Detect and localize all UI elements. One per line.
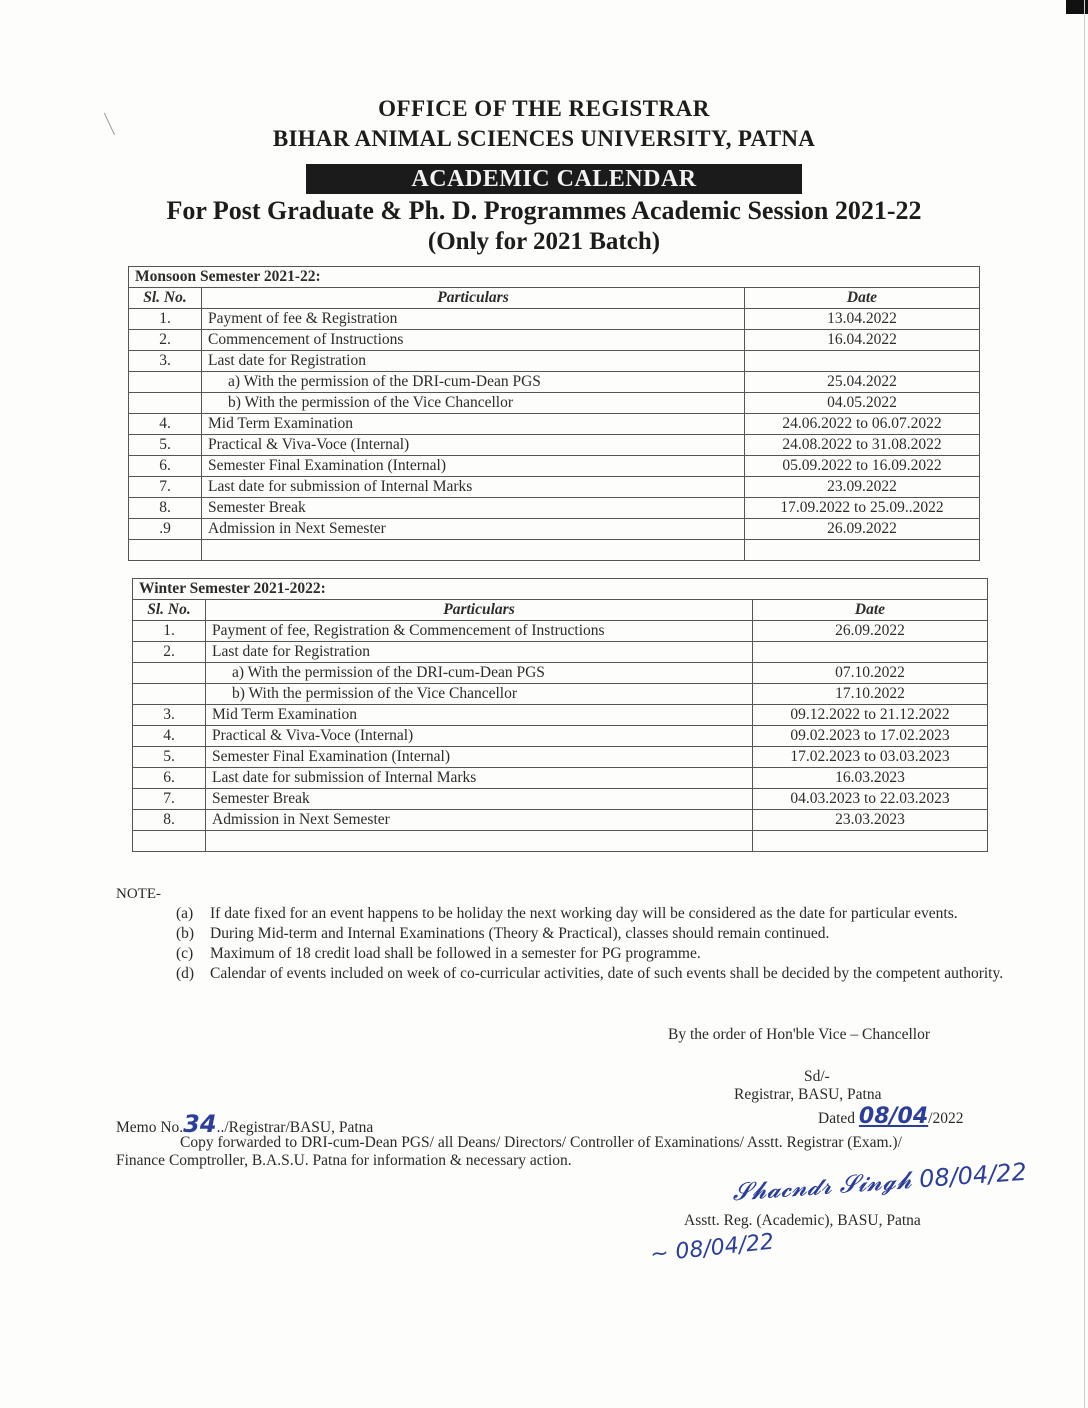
- row-date: 09.02.2023 to 17.02.2023: [753, 726, 988, 747]
- table-row: [133, 705, 988, 726]
- memo-number-handwritten: 34: [183, 1110, 217, 1138]
- row-sl-no: [129, 393, 202, 414]
- table-row: [129, 435, 980, 456]
- table-row: [133, 726, 988, 747]
- row-date: 05.09.2022 to 16.09.2022: [745, 456, 980, 477]
- row-particular: Payment of fee & Registration: [202, 309, 745, 330]
- row-sl-no: [133, 684, 206, 705]
- order-line: By the order of Hon'ble Vice – Chancellor: [668, 1026, 930, 1043]
- table-row: [129, 414, 980, 435]
- winter-semester-title: Winter Semester 2021-2022:: [133, 579, 988, 600]
- row-particular: Last date for Registration: [206, 642, 753, 663]
- dated-prefix: Dated: [818, 1110, 859, 1127]
- dated-handwritten: 08/04: [858, 1104, 929, 1129]
- table-header-row: [129, 288, 980, 309]
- row-particular: b) With the permission of the Vice Chancellor: [202, 393, 745, 414]
- row-sl-no: 2.: [133, 642, 206, 663]
- row-sl-no: 7.: [129, 477, 202, 498]
- copy-forwarded-line-2: Finance Comptroller, B.A.S.U. Patna for information & necessary action.: [116, 1152, 572, 1169]
- row-date: 17.09.2022 to 25.09..2022: [745, 498, 980, 519]
- row-particular: Admission in Next Semester: [202, 519, 745, 540]
- row-date: 24.08.2022 to 31.08.2022: [745, 435, 980, 456]
- dated-line: [818, 1104, 963, 1129]
- col-sl-no: Sl. No.: [129, 288, 202, 309]
- dated-suffix: /2022: [928, 1110, 964, 1127]
- row-particular: Semester Final Examination (Internal): [206, 747, 753, 768]
- row-sl-no: 8.: [133, 810, 206, 831]
- handwritten-signature: 𝓢𝓱𝓪𝓬𝓷𝓭𝓻 𝓢𝓲𝓷𝓰𝓱 08/04/22: [731, 1157, 1028, 1207]
- row-date: 26.09.2022: [745, 519, 980, 540]
- empty-cell: [202, 540, 745, 561]
- row-sl-no: 5.: [129, 435, 202, 456]
- table-empty-row: [129, 540, 980, 561]
- empty-cell: [753, 831, 988, 852]
- row-sl-no: 3.: [129, 351, 202, 372]
- row-particular: Practical & Viva-Voce (Internal): [206, 726, 753, 747]
- asst-registrar-designation: Asstt. Reg. (Academic), BASU, Patna: [684, 1212, 921, 1229]
- university-name: BIHAR ANIMAL SCIENCES UNIVERSITY, PATNA: [272, 126, 816, 151]
- row-particular: Last date for submission of Internal Marks: [202, 477, 745, 498]
- handwritten-initials: ∼ 08/04/22: [649, 1229, 776, 1268]
- row-sl-no: 7.: [133, 789, 206, 810]
- row-date: 16.04.2022: [745, 330, 980, 351]
- row-date: 24.06.2022 to 06.07.2022: [745, 414, 980, 435]
- row-sl-no: 6.: [129, 456, 202, 477]
- row-date: 25.04.2022: [745, 372, 980, 393]
- row-sl-no: 5.: [133, 747, 206, 768]
- note-marker: (c): [176, 945, 194, 962]
- table-row: [133, 621, 988, 642]
- table-row: [133, 768, 988, 789]
- col-particulars: Particulars: [202, 288, 745, 309]
- row-particular: Last date for submission of Internal Marks: [206, 768, 753, 789]
- row-particular: Admission in Next Semester: [206, 810, 753, 831]
- note-item: [176, 944, 1016, 964]
- col-sl-no: Sl. No.: [133, 600, 206, 621]
- row-date: 13.04.2022: [745, 309, 980, 330]
- calendar-banner-text: ACADEMIC CALENDAR: [411, 166, 697, 192]
- row-particular: Payment of fee, Registration & Commencement of Instructions: [206, 621, 753, 642]
- note-item: [176, 924, 1016, 944]
- empty-cell: [745, 540, 980, 561]
- row-date: [753, 642, 988, 663]
- row-sl-no: 6.: [133, 768, 206, 789]
- note-text: Maximum of 18 credit load shall be followed in a semester for PG programme.: [210, 945, 701, 962]
- table-row: [133, 747, 988, 768]
- row-date: 04.03.2023 to 22.03.2023: [753, 789, 988, 810]
- row-particular: Commencement of Instructions: [202, 330, 745, 351]
- table-row: [129, 498, 980, 519]
- table-row: [133, 663, 988, 684]
- programme-title: For Post Graduate & Ph. D. Programmes Academic Session 2021-22: [166, 196, 922, 225]
- col-particulars: Particulars: [206, 600, 753, 621]
- row-date: 23.03.2023: [753, 810, 988, 831]
- row-sl-no: [129, 372, 202, 393]
- empty-cell: [133, 831, 206, 852]
- monsoon-semester-table: [128, 266, 980, 561]
- note-item: [176, 904, 1016, 924]
- note-marker: (b): [176, 925, 195, 942]
- notes-list: [176, 904, 1016, 984]
- calendar-banner: [306, 164, 802, 194]
- table-row: [129, 519, 980, 540]
- empty-cell: [206, 831, 753, 852]
- row-sl-no: 1.: [129, 309, 202, 330]
- col-date: Date: [753, 600, 988, 621]
- note-marker: (a): [176, 905, 194, 922]
- row-date: 09.12.2022 to 21.12.2022: [753, 705, 988, 726]
- table-row: [129, 330, 980, 351]
- row-date: 26.09.2022: [753, 621, 988, 642]
- row-particular: a) With the permission of the DRI-cum-Dean PGS: [202, 372, 745, 393]
- table-section-row: [133, 579, 988, 600]
- row-particular: Last date for Registration: [202, 351, 745, 372]
- row-particular: Semester Break: [202, 498, 745, 519]
- row-particular: Semester Final Examination (Internal): [202, 456, 745, 477]
- table-row: [129, 456, 980, 477]
- table-row: [133, 810, 988, 831]
- table-row: [129, 309, 980, 330]
- row-date: 04.05.2022: [745, 393, 980, 414]
- row-particular: a) With the permission of the DRI-cum-Dean PGS: [206, 663, 753, 684]
- office-title: OFFICE OF THE REGISTRAR: [378, 96, 710, 121]
- table-row: [129, 351, 980, 372]
- table-section-row: [129, 267, 980, 288]
- memo-prefix: Memo No.: [116, 1119, 184, 1136]
- note-item: [176, 964, 1016, 984]
- copy-forwarded-line-1: Copy forwarded to DRI-cum-Dean PGS/ all Deans/ Directors/ Controller of Examinations/ Asstt. Registrar (Exam.)/: [180, 1134, 902, 1151]
- row-date: 23.09.2022: [745, 477, 980, 498]
- monsoon-semester-title: Monsoon Semester 2021-22:: [129, 267, 980, 288]
- row-sl-no: 4.: [133, 726, 206, 747]
- row-sl-no: 4.: [129, 414, 202, 435]
- note-text: During Mid-term and Internal Examinations (Theory & Practical), classes should remain continued.: [210, 925, 830, 942]
- row-date: 16.03.2023: [753, 768, 988, 789]
- row-sl-no: 8.: [129, 498, 202, 519]
- row-sl-no: 1.: [133, 621, 206, 642]
- signature-sd: Sd/-: [804, 1068, 830, 1085]
- table-header-row: [133, 600, 988, 621]
- winter-semester-table: [132, 578, 988, 852]
- note-text: If date fixed for an event happens to be holiday the next working day will be considered as the date for particular events.: [210, 905, 958, 922]
- row-particular: Practical & Viva-Voce (Internal): [202, 435, 745, 456]
- table-empty-row: [133, 831, 988, 852]
- note-text: Calendar of events included on week of co-curricular activities, date of such events shall be decided by the competent authority.: [210, 965, 1004, 982]
- note-marker: (d): [176, 965, 195, 982]
- col-date: Date: [745, 288, 980, 309]
- row-date: 07.10.2022: [753, 663, 988, 684]
- table-row: [129, 477, 980, 498]
- row-particular: Mid Term Examination: [202, 414, 745, 435]
- memo-suffix: ../Registrar/BASU, Patna: [216, 1119, 374, 1136]
- table-row: [129, 393, 980, 414]
- table-row: [133, 789, 988, 810]
- row-date: 17.10.2022: [753, 684, 988, 705]
- row-sl-no: .9: [129, 519, 202, 540]
- registrar-designation: Registrar, BASU, Patna: [734, 1086, 882, 1103]
- note-label: NOTE-: [116, 886, 161, 902]
- row-sl-no: 3.: [133, 705, 206, 726]
- row-particular: Mid Term Examination: [206, 705, 753, 726]
- table-row: [133, 684, 988, 705]
- table-row: [129, 372, 980, 393]
- row-date: 17.02.2023 to 03.03.2023: [753, 747, 988, 768]
- batch-note: (Only for 2021 Batch): [427, 228, 661, 255]
- row-date: [745, 351, 980, 372]
- row-sl-no: 2.: [129, 330, 202, 351]
- row-particular: b) With the permission of the Vice Chancellor: [206, 684, 753, 705]
- empty-cell: [129, 540, 202, 561]
- row-particular: Semester Break: [206, 789, 753, 810]
- table-row: [133, 642, 988, 663]
- row-sl-no: [133, 663, 206, 684]
